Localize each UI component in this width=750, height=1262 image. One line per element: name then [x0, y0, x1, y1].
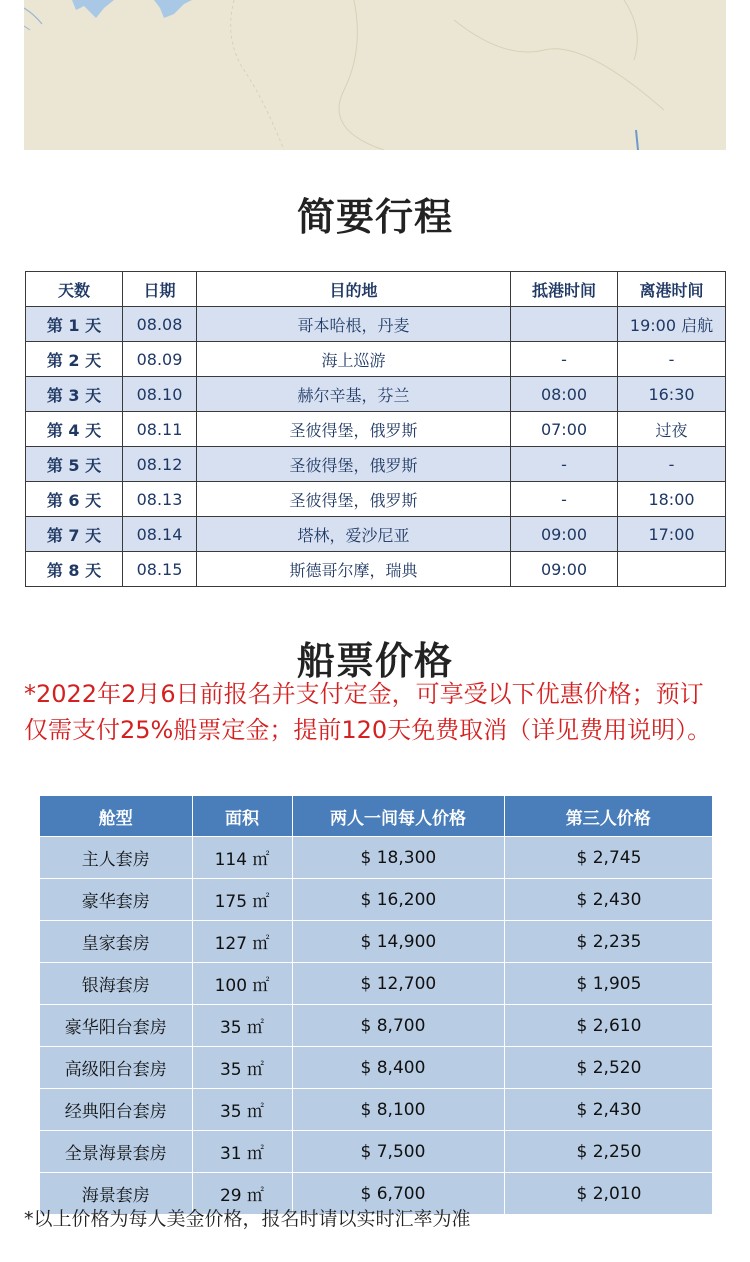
- price-row: [40, 1047, 712, 1089]
- itin-date: 08.15: [123, 552, 197, 587]
- route-map: [24, 0, 726, 150]
- pricing-title: 船票价格: [296, 639, 453, 683]
- itin-destination: 赫尔辛基，芬兰: [197, 377, 511, 412]
- price-row: [40, 963, 712, 1005]
- double-price: $ 8,400: [292, 1047, 504, 1089]
- itin-date: 08.10: [123, 377, 197, 412]
- itin-arrive: -: [511, 447, 618, 482]
- itinerary-row: [26, 342, 726, 377]
- itinerary-row: [26, 307, 726, 342]
- double-price: $ 16,200: [292, 879, 504, 921]
- price-header-cabin: 舱型: [40, 796, 192, 837]
- third-price: $ 2,430: [504, 1089, 712, 1131]
- third-price: $ 1,905: [504, 963, 712, 1005]
- itin-date: 08.09: [123, 342, 197, 377]
- third-price: $ 2,610: [504, 1005, 712, 1047]
- third-price: $ 2,235: [504, 921, 712, 963]
- cabin-area: 31 ㎡: [192, 1131, 292, 1173]
- itin-arrive: 08:00: [511, 377, 618, 412]
- cabin-type: 全景海景套房: [40, 1131, 192, 1173]
- double-price: $ 18,300: [292, 837, 504, 879]
- itin-depart: 18:00: [618, 482, 726, 517]
- itin-arrive: 09:00: [511, 552, 618, 587]
- price-footnote: *以上价格为每人美金价格，报名时请以实时汇率为准: [24, 1208, 471, 1230]
- itinerary-row: [26, 552, 726, 587]
- itin-day: 第 2 天: [26, 342, 123, 377]
- itinerary-row: [26, 412, 726, 447]
- cabin-area: 114 ㎡: [192, 837, 292, 879]
- double-price: $ 8,700: [292, 1005, 504, 1047]
- itin-arrive: 07:00: [511, 412, 618, 447]
- third-price: $ 2,250: [504, 1131, 712, 1173]
- cabin-type: 皇家套房: [40, 921, 192, 963]
- itin-depart: 17:00: [618, 517, 726, 552]
- third-price: $ 2,430: [504, 879, 712, 921]
- price-row: [40, 921, 712, 963]
- price-row: [40, 1005, 712, 1047]
- cabin-type: 海景套房: [40, 1173, 192, 1215]
- itinerary-row: [26, 482, 726, 517]
- itin-day: 第 7 天: [26, 517, 123, 552]
- cabin-area: 35 ㎡: [192, 1047, 292, 1089]
- cabin-type: 高级阳台套房: [40, 1047, 192, 1089]
- itin-arrive: 09:00: [511, 517, 618, 552]
- map-graphic: [24, 0, 726, 150]
- itin-depart: [618, 552, 726, 587]
- itin-day: 第 8 天: [26, 552, 123, 587]
- price-table: [40, 796, 712, 1214]
- itin-day: 第 3 天: [26, 377, 123, 412]
- cabin-type: 主人套房: [40, 837, 192, 879]
- cabin-type: 经典阳台套房: [40, 1089, 192, 1131]
- cabin-type: 银海套房: [40, 963, 192, 1005]
- cabin-type: 豪华套房: [40, 879, 192, 921]
- itin-depart: 过夜: [618, 412, 726, 447]
- price-row: [40, 1131, 712, 1173]
- itin-header-arrive: 抵港时间: [511, 272, 618, 307]
- itin-destination: 圣彼得堡，俄罗斯: [197, 447, 511, 482]
- third-price: $ 2,010: [504, 1173, 712, 1215]
- itinerary-title: 简要行程: [296, 195, 453, 239]
- itin-destination: 塔林，爱沙尼亚: [197, 517, 511, 552]
- itinerary-table: [25, 271, 726, 587]
- price-header-area: 面积: [192, 796, 292, 837]
- price-row: [40, 1089, 712, 1131]
- itinerary-header-row: [26, 272, 726, 307]
- price-row: [40, 837, 712, 879]
- itin-arrive: -: [511, 482, 618, 517]
- itin-header-destination: 目的地: [197, 272, 511, 307]
- third-price: $ 2,520: [504, 1047, 712, 1089]
- itin-destination: 圣彼得堡，俄罗斯: [197, 412, 511, 447]
- itin-date: 08.13: [123, 482, 197, 517]
- price-header-third: 第三人价格: [504, 796, 712, 837]
- double-price: $ 6,700: [292, 1173, 504, 1215]
- price-row: [40, 879, 712, 921]
- itinerary-row: [26, 517, 726, 552]
- itin-destination: 海上巡游: [197, 342, 511, 377]
- cabin-area: 35 ㎡: [192, 1089, 292, 1131]
- itin-arrive: [511, 307, 618, 342]
- double-price: $ 7,500: [292, 1131, 504, 1173]
- itin-destination: 圣彼得堡，俄罗斯: [197, 482, 511, 517]
- cabin-area: 100 ㎡: [192, 963, 292, 1005]
- itin-depart: -: [618, 447, 726, 482]
- double-price: $ 8,100: [292, 1089, 504, 1131]
- double-price: $ 14,900: [292, 921, 504, 963]
- itin-depart: 16:30: [618, 377, 726, 412]
- itin-destination: 斯德哥尔摩，瑞典: [197, 552, 511, 587]
- itin-arrive: -: [511, 342, 618, 377]
- itin-header-date: 日期: [123, 272, 197, 307]
- itin-day: 第 4 天: [26, 412, 123, 447]
- early-booking-note: *2022年2月6日前报名并支付定金，可享受以下优惠价格；预订仅需支付25%船票定金；提前120天免费取消（详见费用说明）。: [24, 680, 712, 744]
- cabin-area: 127 ㎡: [192, 921, 292, 963]
- cabin-area: 29 ㎡: [192, 1173, 292, 1215]
- itin-depart: 19:00 启航: [618, 307, 726, 342]
- itin-day: 第 6 天: [26, 482, 123, 517]
- itin-date: 08.08: [123, 307, 197, 342]
- cabin-area: 175 ㎡: [192, 879, 292, 921]
- cabin-type: 豪华阳台套房: [40, 1005, 192, 1047]
- price-header-double: 两人一间每人价格: [292, 796, 504, 837]
- itin-header-depart: 离港时间: [618, 272, 726, 307]
- cabin-area: 35 ㎡: [192, 1005, 292, 1047]
- itin-day: 第 1 天: [26, 307, 123, 342]
- itin-date: 08.14: [123, 517, 197, 552]
- itin-header-day: 天数: [26, 272, 123, 307]
- itin-day: 第 5 天: [26, 447, 123, 482]
- itin-date: 08.11: [123, 412, 197, 447]
- third-price: $ 2,745: [504, 837, 712, 879]
- itin-date: 08.12: [123, 447, 197, 482]
- itin-destination: 哥本哈根，丹麦: [197, 307, 511, 342]
- itin-depart: -: [618, 342, 726, 377]
- itinerary-row: [26, 377, 726, 412]
- price-header-row: [40, 796, 712, 837]
- double-price: $ 12,700: [292, 963, 504, 1005]
- itinerary-row: [26, 447, 726, 482]
